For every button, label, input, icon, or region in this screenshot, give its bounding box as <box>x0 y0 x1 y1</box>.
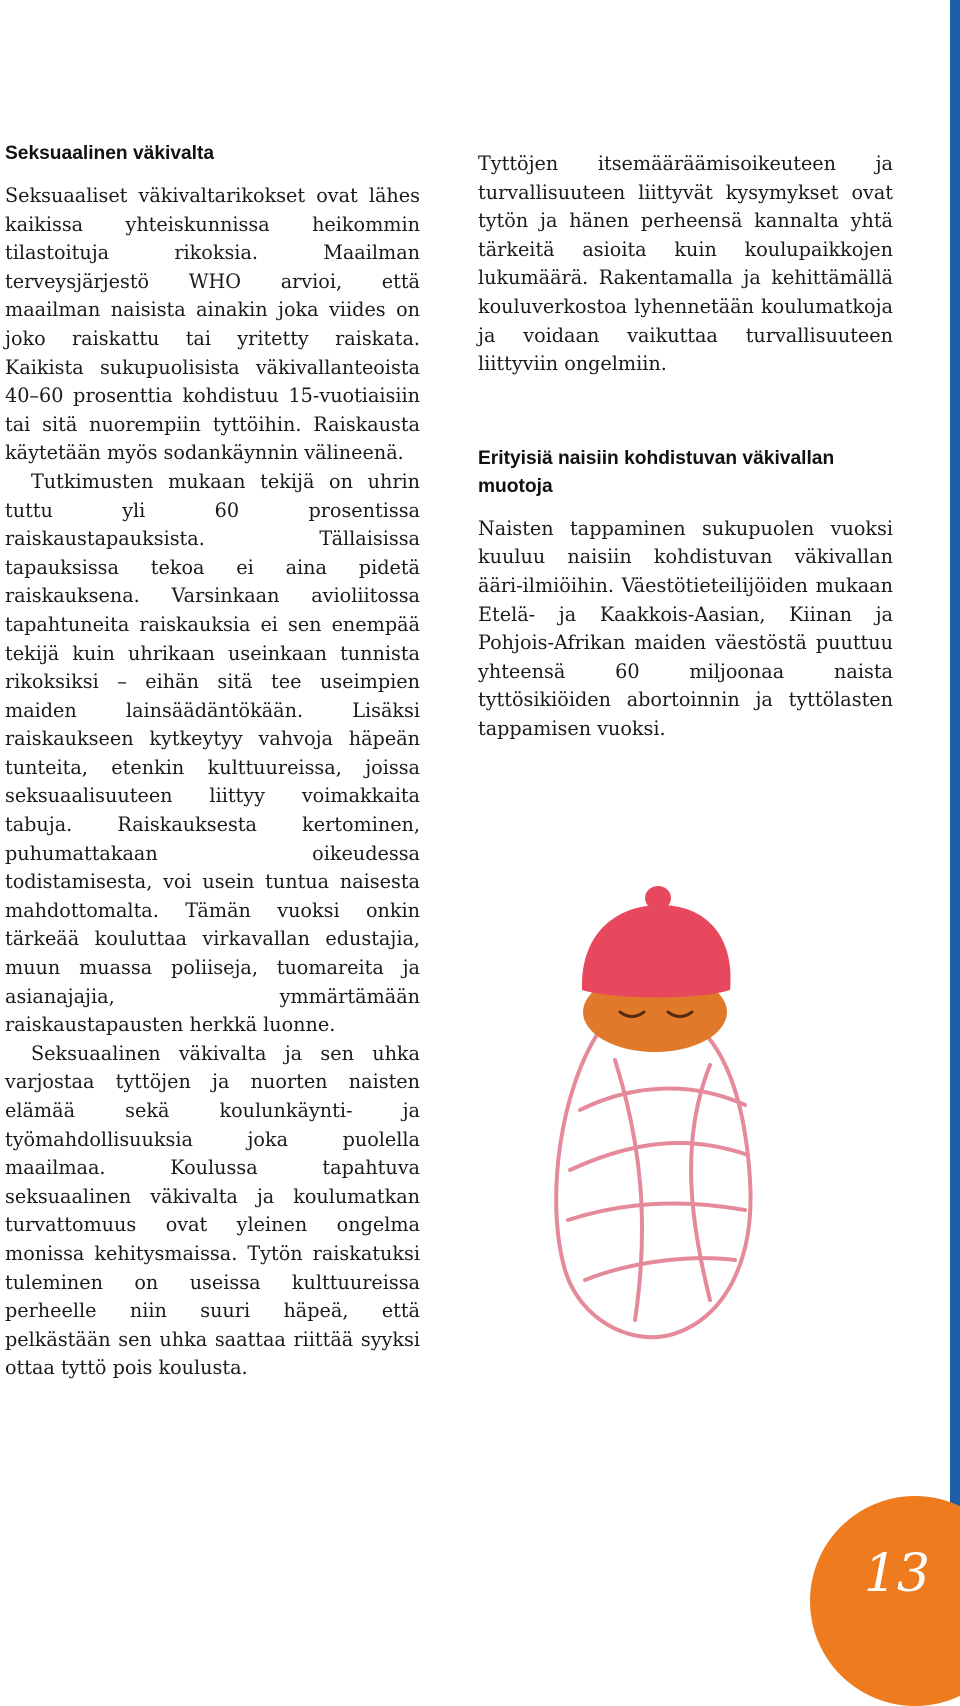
hat-pompom <box>645 886 671 910</box>
swaddled-baby-illustration <box>540 880 780 1350</box>
paragraph: Seksuaaliset väkivaltarikokset ovat lähes kaikissa yhteiskunnissa heikommin tilastoituja rikoksia. Maailman terveysjärjestö WHO arvioi, että maailman naisista ainakin joka viides on joko raiskattu tai yritetty raiskata. Kaikista sukupuolisista väkivallanteoista 40–60 prosenttia kohdistuu 15-vuotiaisiin tai sitä nuorempiin tyttöihin. Raiskausta käytetään myös sodankäynnin välineenä. <box>5 184 420 465</box>
section-heading-sexual-violence: Seksuaalinen väkivalta <box>5 143 215 164</box>
blue-edge-strip <box>950 0 960 1646</box>
intro-paragraph: Tyttöjen itsemääräämisoikeuteen ja turvallisuuteen liittyvät kysymykset ovat tytön ja hänen perheensä kannalta yhtä tärkeitä asioita kuin koulupaikkojen lukumäärä. Rakentamalla ja kehittämällä kouluverkostoa lyhennetään koulumatkoja ja voidaan vaikuttaa turvallisuuteen liittyviin ongelmiin. <box>478 152 893 376</box>
paragraph: Tutkimusten mukaan tekijä on uhrin tuttu yli 60 prosentissa raiskaustapauksista. Tällaisissa tapauksissa tekoa ei aina pidetä raiskauksena. Varsinkaan avioliitossa tapahtuneita raiskauksia ei sen enempää tekijä kuin uhrikaan useinkaan tunnista rikoksiksi – eihän sitä tee useimpien maiden lainsäädäntökään. Lisäksi raiskaukseen kytkeytyy vahvoja häpeän tunteita, etenkin kulttuureissa, joissa seksuaalisuuteen liittyy voimakkaita tabuja. Raiskauksesta kertominen, puhumattakaan oikeudessa todistamisesta, voi usein tuntua naisesta mahdottomalta. Tämän vuoksi onkin tärkeää kouluttaa virkavallan edustajia, muun muassa poliiseja, tuomareita ja asianajajia, ymmärtämään raiskaustapausten herkkä luonne. <box>5 469 420 1037</box>
paragraph: Naisten tappaminen sukupuolen vuoksi kuuluu naisiin kohdistuvan väkivallan ääri-ilmiöihin. Väestötieteilijöiden mukaan Etelä- ja Kaakkois-Aasian, Kiinan ja Pohjois-Afrikan maiden väestöstä puuttuu yhteensä 60 miljoonaa naista tyttösikiöiden abortoinnin ja tyttölasten tappamisen vuoksi. <box>478 516 893 740</box>
paragraph: Seksuaalinen väkivalta ja sen uhka varjostaa tyttöjen ja nuorten naisten elämää sekä koulunkäynti- ja työmahdollisuuksia joka puolella maailmaa. Koulussa tapahtuva seksuaalinen väkivalta ja koulumatkan turvattomuus ovat yleinen ongelma monissa kehitysmaissa. Tytön raiskatuksi tuleminen on useissa kulttuureissa perheelle niin suuri häpeä, että pelkästään sen uhka saattaa riittää syyksi ottaa tyttö pois koulusta. <box>5 1041 420 1380</box>
right-column <box>478 150 893 744</box>
left-column <box>5 140 420 1383</box>
swaddle-blanket <box>556 1020 750 1337</box>
page-number: 13 <box>863 1544 930 1604</box>
section-heading-special-forms: Erityisiä naisiin kohdistuvan väkivallan muotoja <box>478 447 835 497</box>
baby-hat <box>582 905 731 998</box>
